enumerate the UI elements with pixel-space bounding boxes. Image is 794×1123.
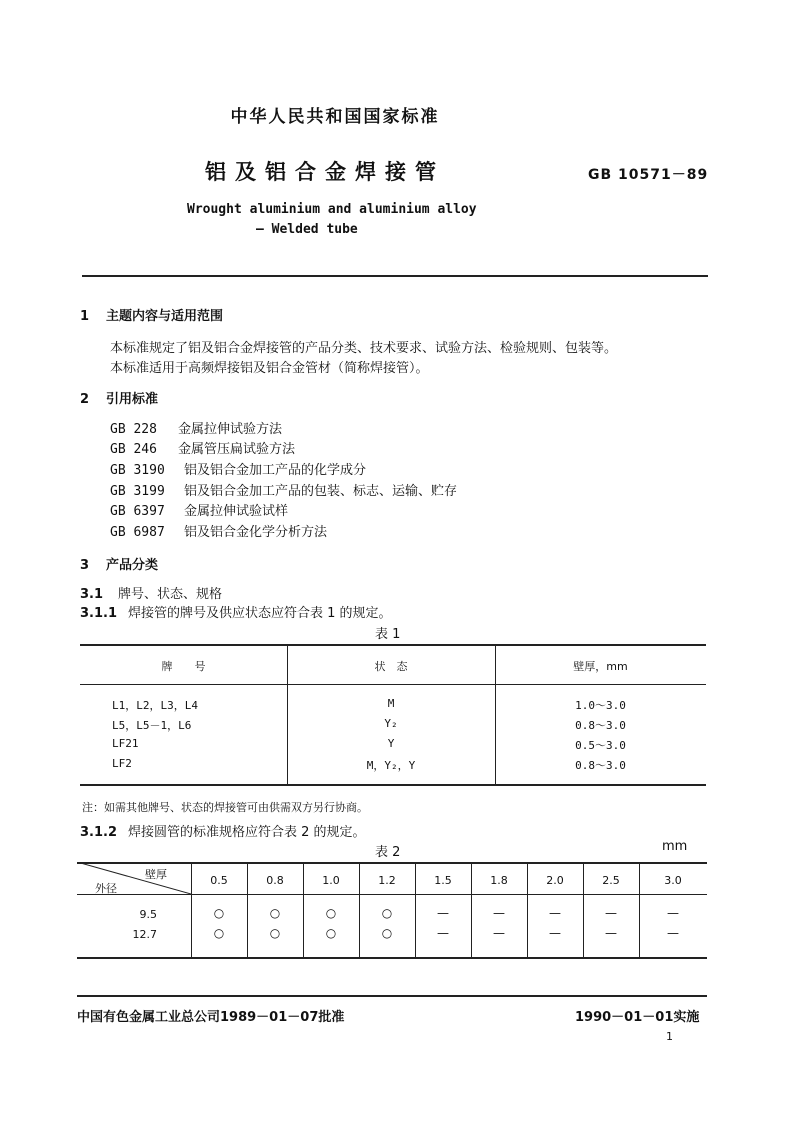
table-1-cell: LF2 [112, 757, 132, 770]
section-number: 2 [80, 392, 90, 407]
subsection-number: 3.1.1 [80, 606, 118, 621]
table-rule [80, 784, 706, 786]
table-1-header-grade: 牌 号 [161, 660, 206, 673]
table-1-header-thickness: 壁厚，mm [573, 660, 628, 673]
reference-item [110, 500, 288, 519]
thickness-header: 2.0 [546, 874, 564, 887]
outer-diameter: 9.5 [139, 908, 157, 921]
subsection-3-1 [80, 583, 222, 602]
table-2-mark: ○ [213, 906, 225, 920]
reference-code: GB 3190 [110, 463, 165, 478]
thickness-header: 3.0 [664, 874, 682, 887]
thickness-header: 1.8 [490, 874, 508, 887]
english-title-line2: — Welded tube [256, 222, 358, 237]
table-1-cell: 0.5～3.0 [575, 739, 626, 752]
table-2-mark: — [437, 906, 449, 920]
document-title: 铝及铝合金焊接管 [205, 160, 445, 184]
reference-title: 铝及铝合金加工产品的化学成分 [184, 463, 367, 478]
table-2-mark: ○ [325, 906, 337, 920]
table-2-mark: — [667, 926, 679, 940]
table-1-cell: Y [387, 737, 395, 750]
table-1-cell: 0.8～3.0 [575, 759, 626, 772]
table-2-mark: — [437, 926, 449, 940]
reference-item [110, 459, 366, 478]
footer-rule [77, 995, 707, 997]
standard-number: GB 10571－89 [588, 167, 709, 183]
header-rule [82, 275, 708, 277]
reference-title: 金属管压扁试验方法 [178, 442, 296, 457]
table-rule [77, 957, 707, 959]
table-2-mark: — [549, 926, 561, 940]
table-1-cell: 1.0～3.0 [575, 699, 626, 712]
reference-title: 铝及铝合金化学分析方法 [184, 525, 328, 540]
reference-title: 金属拉伸试验方法 [178, 422, 283, 437]
section-title: 主题内容与适用范围 [106, 309, 224, 324]
reference-title: 金属拉伸试验试样 [184, 504, 289, 519]
table-1-cell: Y₂ [384, 717, 398, 730]
table-2-mark: — [493, 926, 505, 940]
reference-title: 铝及铝合金加工产品的包装、标志、运输、贮存 [184, 484, 458, 499]
section-3-heading [80, 554, 158, 573]
subsection-title: 牌号、状态、规格 [118, 587, 223, 602]
table-2-corner-thickness: 壁厚 [145, 868, 167, 881]
subsection-text: 焊接圆管的标准规格应符合表 2 的规定。 [128, 825, 366, 840]
table-2-mark: — [493, 906, 505, 920]
page-number: 1 [666, 1030, 673, 1043]
table-1-cell: L1，L2，L3，L4 [112, 699, 198, 712]
section-title: 产品分类 [106, 558, 159, 573]
thickness-header: 0.8 [266, 874, 284, 887]
reference-item [110, 480, 457, 499]
subsection-number: 3.1 [80, 587, 104, 602]
section-2-heading [80, 388, 158, 407]
table-2-mark: — [667, 906, 679, 920]
table-2-mark: ○ [269, 906, 281, 920]
table-1-cell: M，Y₂，Y [366, 759, 416, 772]
reference-code: GB 3199 [110, 484, 165, 499]
table-2-mark: ○ [381, 906, 393, 920]
issuing-body-title: 中华人民共和国国家标准 [230, 107, 440, 127]
reference-code: GB 6397 [110, 504, 165, 519]
table-1-cell: M [387, 697, 395, 710]
table-1-cell: L5，L5－1，L6 [112, 719, 192, 732]
table-rule [77, 894, 707, 895]
subsection-3-1-2 [80, 821, 366, 840]
table-1-cell: 0.8～3.0 [575, 719, 626, 732]
thickness-header: 2.5 [602, 874, 620, 887]
table-1-note: 注：如需其他牌号、状态的焊接管可由供需双方另行协商。 [82, 801, 368, 814]
reference-item [110, 438, 295, 457]
reference-code: GB 6987 [110, 525, 165, 540]
outer-diameter: 12.7 [132, 928, 157, 941]
section-number: 1 [80, 309, 90, 324]
table-2-mark: — [549, 906, 561, 920]
section-1-para-2: 本标准适用于高频焊接铝及铝合金管材（简称焊接管）。 [110, 361, 429, 376]
reference-code: GB 246 [110, 442, 157, 457]
table-2-unit: mm [662, 839, 688, 854]
thickness-header: 1.2 [378, 874, 396, 887]
table-1-header-temper: 状 态 [374, 660, 408, 673]
table-2-caption: 表 2 [375, 845, 401, 860]
reference-code: GB 228 [110, 422, 157, 437]
subsection-number: 3.1.2 [80, 825, 118, 840]
reference-item [110, 418, 282, 437]
thickness-header: 1.5 [434, 874, 452, 887]
table-2-mark: ○ [213, 926, 225, 940]
approval-line: 中国有色金属工业总公司1989－01－07批准 [77, 1010, 345, 1025]
section-title: 引用标准 [106, 392, 159, 407]
section-1-para-1: 本标准规定了铝及铝合金焊接管的产品分类、技术要求、试验方法、检验规则、包装等。 [110, 341, 618, 356]
effective-date: 1990－01－01实施 [575, 1010, 700, 1025]
english-title-line1: Wrought aluminium and aluminium alloy [187, 202, 477, 217]
table-rule [80, 644, 706, 646]
table-1-cell: LF21 [112, 737, 139, 750]
reference-item [110, 521, 327, 540]
section-number: 3 [80, 558, 90, 573]
table-2-corner-diameter: 外径 [95, 882, 117, 895]
table-1-caption: 表 1 [375, 627, 401, 642]
table-2-mark: ○ [381, 926, 393, 940]
table-2-mark: — [605, 906, 617, 920]
thickness-header: 0.5 [210, 874, 228, 887]
subsection-text: 焊接管的牌号及供应状态应符合表 1 的规定。 [128, 606, 392, 621]
table-2-mark: ○ [325, 926, 337, 940]
section-1-heading [80, 305, 223, 324]
table-2-mark: ○ [269, 926, 281, 940]
subsection-3-1-1 [80, 602, 392, 621]
table-rule [80, 684, 706, 685]
thickness-header: 1.0 [322, 874, 340, 887]
table-2-mark: — [605, 926, 617, 940]
